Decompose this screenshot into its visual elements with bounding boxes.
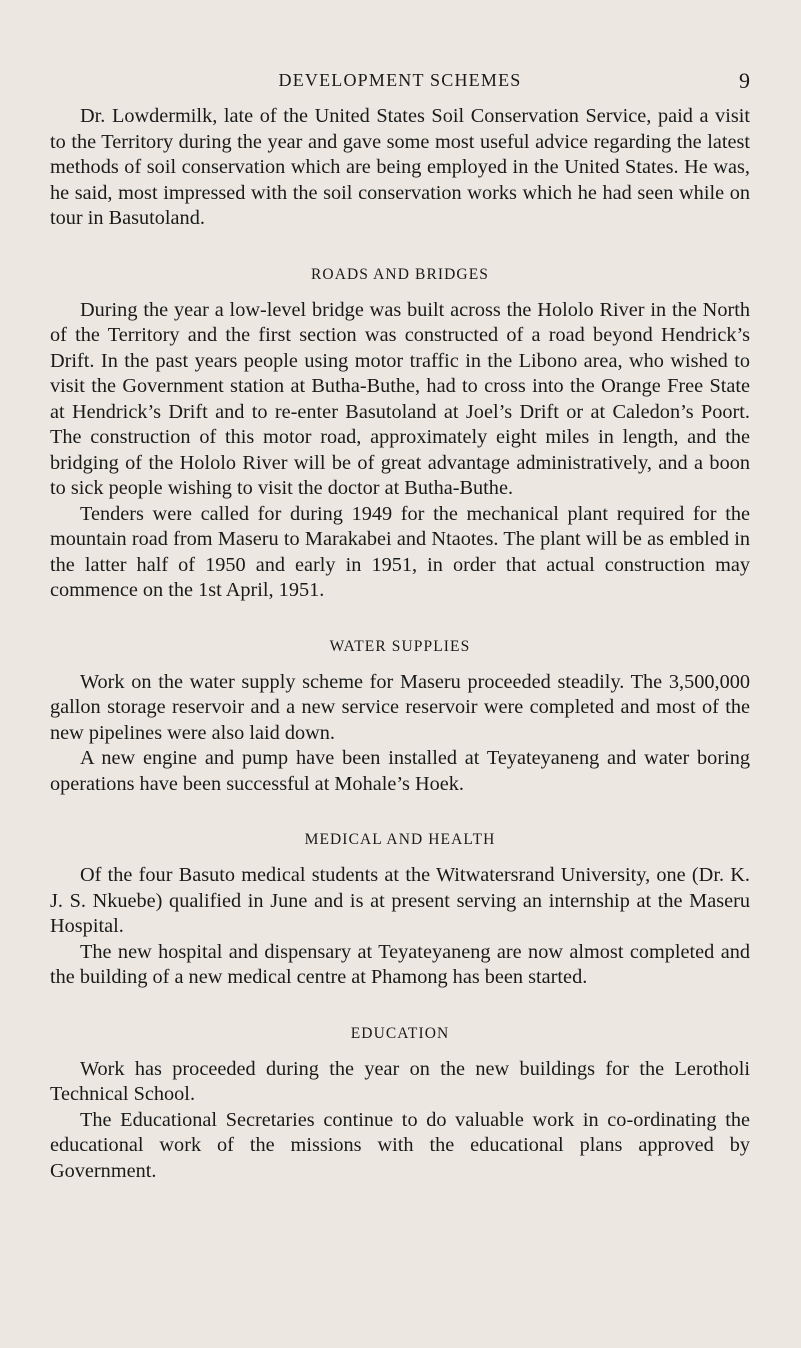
section-education (50, 1025, 750, 1185)
section-heading: MEDICAL AND HEALTH (304, 831, 496, 848)
paragraph: Work has proceeded during the year on the new buildings for the Lerotholi Technical School. (50, 1057, 750, 1105)
paragraph: A new engine and pump have been installed at Teyateyaneng and water boring operations have been successful at Mohale’s Hoek. (50, 747, 750, 795)
running-title: DEVELOPMENT SCHEMES (278, 70, 522, 90)
paragraph: The new hospital and dispensary at Teyateyaneng are now almost completed and the building of a new medical centre at Phamong has been started. (50, 940, 750, 988)
page-number: 9 (739, 68, 750, 93)
paragraph: The Educational Secretaries continue to do valuable work in co-ordinating the educational work of the missions with the educational plans approved by Government. (50, 1108, 750, 1182)
paragraph: Work on the water supply scheme for Maseru proceeded steadily. The 3,500,000 gallon storage reservoir and a new service reservoir were completed and most of the new pipelines were also laid down. (50, 670, 750, 744)
paragraph: Of the four Basuto medical students at the Witwatersrand University, one (Dr. K. J. S. Nkuebe) qualified in June and is at present serving an internship at the Maseru Hospital. (50, 864, 750, 937)
section-medical-and-health (50, 831, 750, 991)
document-page (50, 70, 750, 1184)
section-water-supplies (50, 638, 750, 798)
paragraph: Tenders were called for during 1949 for the mechanical plant required for the mountain road from Maseru to Marakabei and Ntaotes. The plant will be as embled in the latter half of 1950 and early in 1951, in order that actual construction may commence on the 1st April, 1951. (50, 502, 750, 601)
section-heading: ROADS AND BRIDGES (310, 265, 490, 283)
section-roads-and-bridges (50, 266, 750, 604)
intro-section (50, 104, 750, 232)
section-heading: WATER SUPPLIES (329, 637, 471, 655)
section-heading: EDUCATION (350, 1024, 450, 1042)
running-header (50, 70, 750, 104)
paragraph: During the year a low-level bridge was built across the Hololo River in the North of the Territory and the first section was constructed of a road beyond Hendrick’s Drift. In the past years people using motor traffic in the Libono area, who wished to visit the Government station at Butha-Buthe, had to cross into the Orange Free State at Hendrick’s Drift and to re-enter Basutoland at Joel’s Drift or at Caledon’s Poort. The construction of this motor road, approximately eight miles in length, and the bridging of the Hololo River will be of great advantage administratively, and a boon to sick people wishing to visit the doctor at Butha-Buthe. (50, 298, 750, 499)
paragraph: Dr. Lowdermilk, late of the United States Soil Conservation Service, paid a visit to the Territory during the year and gave some most useful advice regarding the latest methods of soil conservation which are being employed in the United States. He was, he said, most impressed with the soil conservation works which he had seen while on tour in Basutoland. (50, 105, 750, 229)
